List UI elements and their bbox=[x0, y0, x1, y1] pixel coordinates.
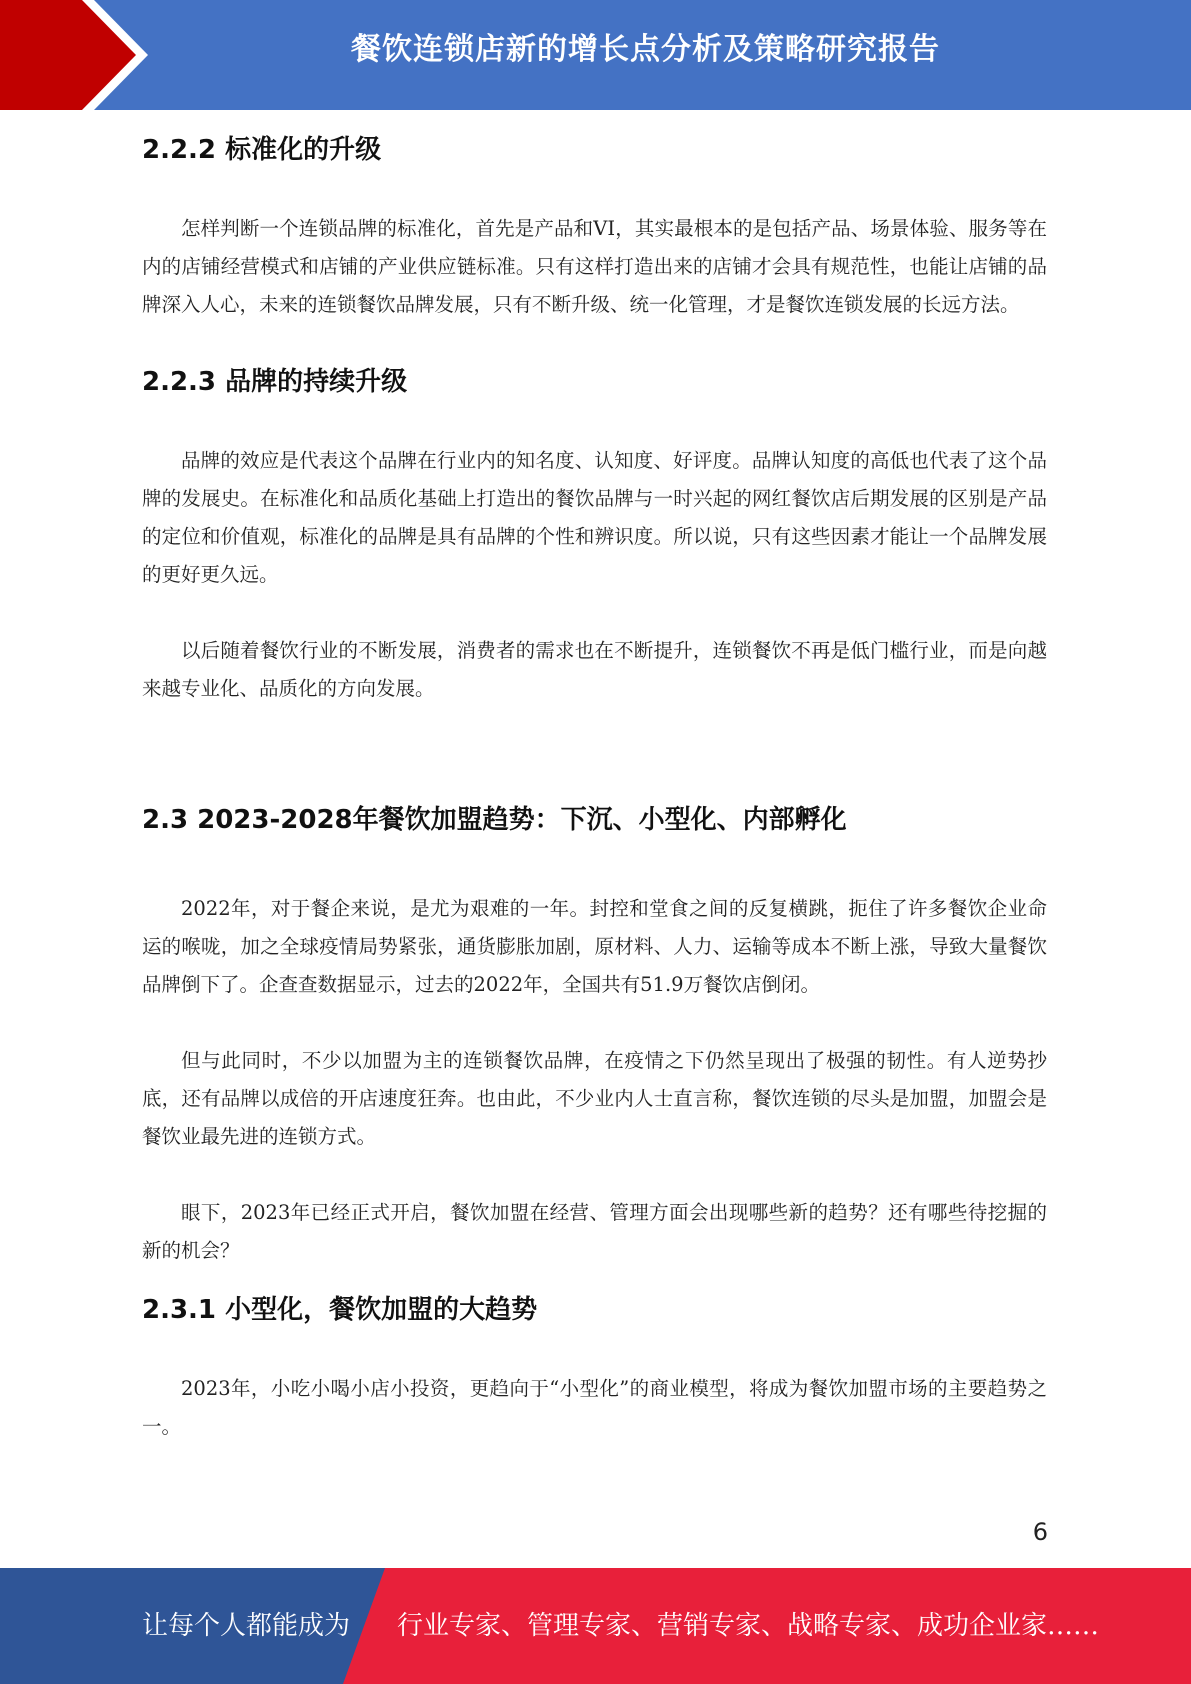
report-title: 餐饮连锁店新的增长点分析及策略研究报告 bbox=[351, 32, 940, 67]
section-heading: 2.2.3 品牌的持续升级 bbox=[142, 367, 408, 397]
page-number: 6 bbox=[1032, 1518, 1048, 1546]
document-body bbox=[142, 130, 1047, 1446]
paragraph: 品牌的效应是代表这个品牌在行业内的知名度、认知度、好评度。品牌认知度的高低也代表了这个品牌的发展史。在标准化和品质化基础上打造出的餐饮品牌与一时兴起的网红餐饮店后期发展的区别是产品的定位和价值观，标准化的品牌是具有品牌的个性和辨识度。所以说，只有这些因素才能让一个品牌发展的更好更久远。 bbox=[142, 449, 1047, 586]
footer-slogan-left: 让每个人都能成为 bbox=[142, 1611, 351, 1641]
footer-slogan-right: 行业专家、管理专家、营销专家、战略专家、成功企业家…… bbox=[397, 1611, 1100, 1641]
header-arrow-decoration bbox=[0, 0, 160, 110]
page-header bbox=[0, 0, 1191, 110]
paragraph: 以后随着餐饮行业的不断发展，消费者的需求也在不断提升，连锁餐饮不再是低门槛行业，而是向越来越专业化、品质化的方向发展。 bbox=[142, 639, 1047, 700]
paragraph: 但与此同时，不少以加盟为主的连锁餐饮品牌，在疫情之下仍然呈现出了极强的韧性。有人逆势抄底，还有品牌以成倍的开店速度狂奔。也由此，不少业内人士直言称，餐饮连锁的尽头是加盟，加盟会是餐饮业最先进的连锁方式。 bbox=[142, 1049, 1047, 1148]
section-heading: 2.3.1 小型化，餐饮加盟的大趋势 bbox=[142, 1295, 538, 1325]
section-2-2-2 bbox=[142, 130, 1047, 324]
section-heading: 2.3 2023-2028年餐饮加盟趋势：下沉、小型化、内部孵化 bbox=[142, 805, 847, 835]
paragraph: 2022年，对于餐企来说，是尤为艰难的一年。封控和堂食之间的反复横跳，扼住了许多餐饮企业命运的喉咙，加之全球疫情局势紧张，通货膨胀加剧，原材料、人力、运输等成本不断上涨，导致大量餐饮品牌倒下了。企查查数据显示，过去的2022年，全国共有51.9万餐饮店倒闭。 bbox=[142, 897, 1047, 996]
section-2-3 bbox=[142, 800, 1047, 1270]
page-footer bbox=[0, 1568, 1191, 1684]
paragraph: 2023年，小吃小喝小店小投资，更趋向于“小型化”的商业模型，将成为餐饮加盟市场的主要趋势之一。 bbox=[142, 1377, 1047, 1438]
section-2-3-1 bbox=[142, 1290, 1047, 1446]
paragraph: 眼下，2023年已经正式开启，餐饮加盟在经营、管理方面会出现哪些新的趋势？还有哪些待挖掘的新的机会？ bbox=[142, 1201, 1047, 1262]
paragraph: 怎样判断一个连锁品牌的标准化，首先是产品和VI，其实最根本的是包括产品、场景体验、服务等在内的店铺经营模式和店铺的产业供应链标准。只有这样打造出来的店铺才会具有规范性，也能让店铺的品牌深入人心，未来的连锁餐饮品牌发展，只有不断升级、统一化管理，才是餐饮连锁发展的长远方法。 bbox=[142, 217, 1047, 316]
section-2-2-3 bbox=[142, 362, 1047, 708]
section-heading: 2.2.2 标准化的升级 bbox=[142, 135, 382, 165]
